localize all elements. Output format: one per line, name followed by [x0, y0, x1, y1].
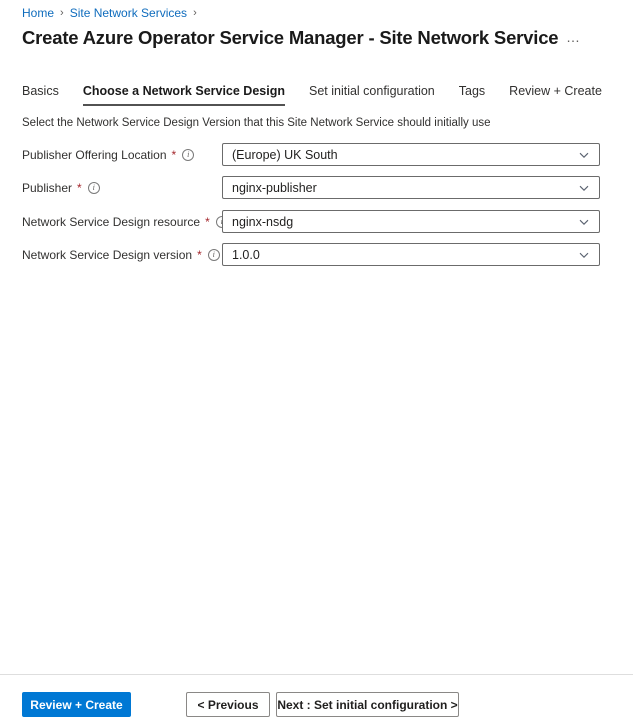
publisher-offering-location-dropdown[interactable] — [222, 143, 600, 166]
breadcrumb — [22, 6, 197, 20]
breadcrumb-link-home[interactable]: Home — [22, 6, 55, 20]
field-label-publisher — [22, 181, 222, 195]
chevron-down-icon — [578, 182, 590, 194]
field-label-text: Publisher Offering Location — [22, 147, 167, 162]
publisher-dropdown[interactable] — [222, 176, 600, 199]
review-create-button[interactable]: Review + Create — [22, 692, 131, 717]
network-service-design-version-dropdown[interactable] — [222, 243, 600, 266]
tab-tags[interactable]: Tags — [458, 84, 486, 98]
dropdown-selected-value: (Europe) UK South — [232, 147, 338, 162]
info-icon[interactable]: i — [208, 249, 220, 261]
field-label-publisher-offering-location — [22, 148, 222, 162]
form-row — [22, 210, 600, 233]
info-icon[interactable]: i — [88, 182, 100, 194]
required-marker: * — [77, 180, 82, 195]
footer-divider — [0, 674, 633, 675]
required-marker: * — [197, 247, 202, 262]
field-label-network-service-design-resource — [22, 215, 222, 229]
required-marker: * — [171, 147, 177, 162]
tab-choose-a-network-service-design[interactable]: Choose a Network Service Design — [83, 84, 285, 106]
tab-bar — [22, 84, 602, 106]
required-marker: * — [205, 214, 210, 229]
breadcrumb-separator-icon: › — [60, 7, 64, 19]
page-title: Create Azure Operator Service Manager - Site Network Service — [22, 27, 559, 48]
previous-button[interactable]: < Previous — [186, 692, 270, 717]
form-row — [22, 243, 600, 266]
field-label-network-service-design-version — [22, 248, 222, 262]
dropdown-selected-value: nginx-nsdg — [232, 214, 294, 229]
tab-review-create[interactable]: Review + Create — [509, 84, 602, 98]
field-label-text: Network Service Design resource — [22, 214, 201, 229]
chevron-down-icon — [578, 216, 590, 228]
field-label-text: Network Service Design version — [22, 247, 193, 262]
more-options-button[interactable]: … — [566, 29, 581, 45]
chevron-down-icon — [578, 249, 590, 261]
dropdown-selected-value: 1.0.0 — [232, 247, 260, 262]
next-set-initial-configuration-button[interactable]: Next : Set initial configuration > — [276, 692, 459, 717]
field-label-text: Publisher — [22, 180, 73, 195]
chevron-down-icon — [578, 149, 590, 161]
breadcrumb-link-site-network-services[interactable]: Site Network Services — [69, 6, 188, 20]
tab-basics[interactable]: Basics — [22, 84, 59, 98]
form-description: Select the Network Service Design Version that this Site Network Service should initially use — [22, 117, 491, 129]
tab-set-initial-configuration[interactable]: Set initial configuration — [308, 84, 435, 98]
form-row — [22, 143, 600, 166]
form-row — [22, 176, 600, 199]
dropdown-selected-value: nginx-publisher — [232, 180, 317, 195]
info-icon[interactable]: i — [182, 149, 194, 161]
breadcrumb-separator-icon: › — [193, 7, 197, 19]
network-service-design-resource-dropdown[interactable] — [222, 210, 600, 233]
